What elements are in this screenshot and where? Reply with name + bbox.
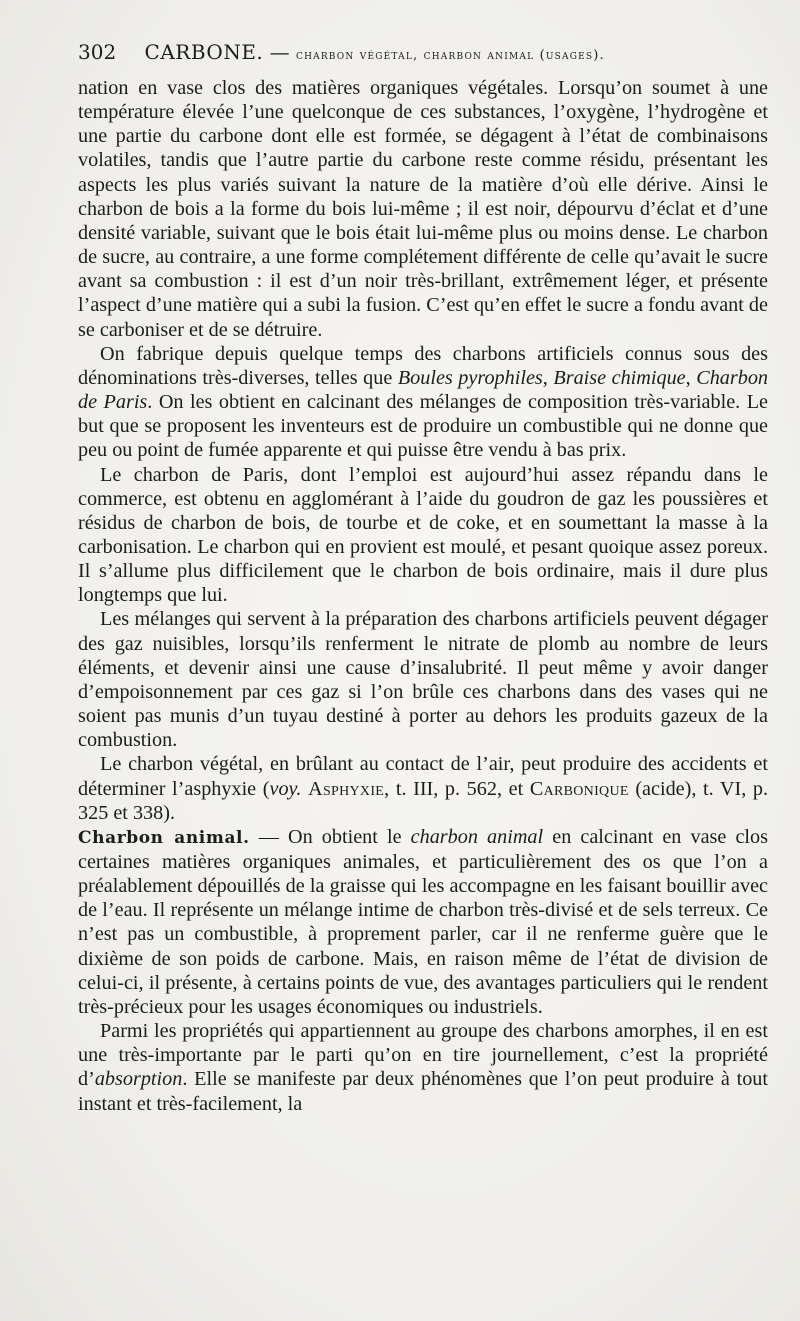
paragraph-absorption: Parmi les propriétés qui appartiennent au groupe des charbons amorphes, il en est une très-importante par le parti qu’on en tire journellement, c’est la propriété d’absorption. Elle se manifeste par deux phénomènes que l’on peut produire à tout instant et très-facilement, la <box>78 1020 768 1115</box>
header-subtitle: charbon végétal, charbon animal (usages). <box>296 48 605 63</box>
paragraph-artificial-charcoal: On fabrique depuis quelque temps des charbons artificiels connus sous des dénominations très-diverses, telles que Boules pyrophiles, Braise chimique, Charbon de Paris. On les obtient en calcinant des mélanges de composition très-variable. Le but que se proposent les inventeurs est de produire un combustible qui ne donne que peu ou point de fumée apparente et qui puisse être vendu à bas prix. <box>78 342 769 462</box>
running-header <box>78 40 768 72</box>
section-heading: Charbon animal. <box>78 827 250 848</box>
header-dash: — <box>269 40 290 64</box>
paragraph-continued: nation en vase clos des matières organiques végétales. Lorsqu’on soumet à une température élevée l’une quelconque de ces substances, l’oxygène, l’hydrogène et une partie du carbone dont elle est formée, se dégagent à l’état de combinaisons volatiles, tandis que l’autre partie du carbone reste comme résidu, présentant les aspects les plus variés suivant la nature de la matière d’où elle dérive. Ainsi le charbon de bois a la forme du bois lui-même ; il est noir, dépourvu d’éclat et d’une densité variable, suivant que le bois était lui-même plus ou moins dense. Le charbon de sucre, au contraire, a une forme complétement différente de celle qu’avait le sucre avant sa combustion : il est d’un noir très-brillant, extrêmement léger, et présente l’aspect d’une matière qui a subi la fusion. C’est qu’en effet le sucre a fondu avant de se carboniser et de se détruire. <box>78 77 768 341</box>
page-number: 302 <box>78 40 117 64</box>
paragraph-asphyxia: Le charbon végétal, en brûlant au contact de l’air, peut produire des accidents et déterminer l’asphyxie (voy. Asphyxie, t. III, p. 562, et Carbonique (acide), t. VI, p. 325 et 338). <box>78 753 769 824</box>
header-subject: CARBONE. <box>144 40 264 64</box>
paragraph-animal-charcoal: Charbon animal. — On obtient le charbon animal en calcinant en vase clos certaines matières organiques animales, et particulièrement des os que l’on a préalablement dépouillés de la graisse qui les accompagne en les faisant bouillir avec de l’eau. Il représente un mélange intime de charbon très-divisé et de sels terreux. Ce n’est pas un combustible, à proprement parler, car il ne renferme guère que le dixième de son poids de carbone. Mais, en raison même de l’état de division de celui-ci, il présente, à certains points de vue, des avantages particuliers qui le rendent très-précieux pour les usages économiques ou industriels. <box>78 825 768 1018</box>
body-text <box>78 76 768 1116</box>
paragraph-toxic-gases: Les mélanges qui servent à la préparation des charbons artificiels peuvent dégager des gaz nuisibles, lorsqu’ils renferment le nitrate de plomb au nombre de leurs éléments, et devenir ainsi une cause d’insalubrité. Il peut même y avoir danger d’empoisonnement par ces gaz si l’on brûle ces charbons dans des vases qui ne soient pas munis d’un tuyau destiné à porter au dehors les produits gazeux de la combustion. <box>78 608 768 752</box>
paragraph-charbon-de-paris: Le charbon de Paris, dont l’emploi est aujourd’hui assez répandu dans le commerce, est obtenu en agglomérant à l’aide du goudron de gaz les poussières et résidus de charbon de bois, de tourbe et de coke, et en soumettant la masse à la carbonisation. Le charbon qui en provient est moulé, et pesant quoique assez poreux. Il s’allume plus difficilement que le charbon de bois ordinaire, mais il dure plus longtemps que lui. <box>78 463 768 607</box>
